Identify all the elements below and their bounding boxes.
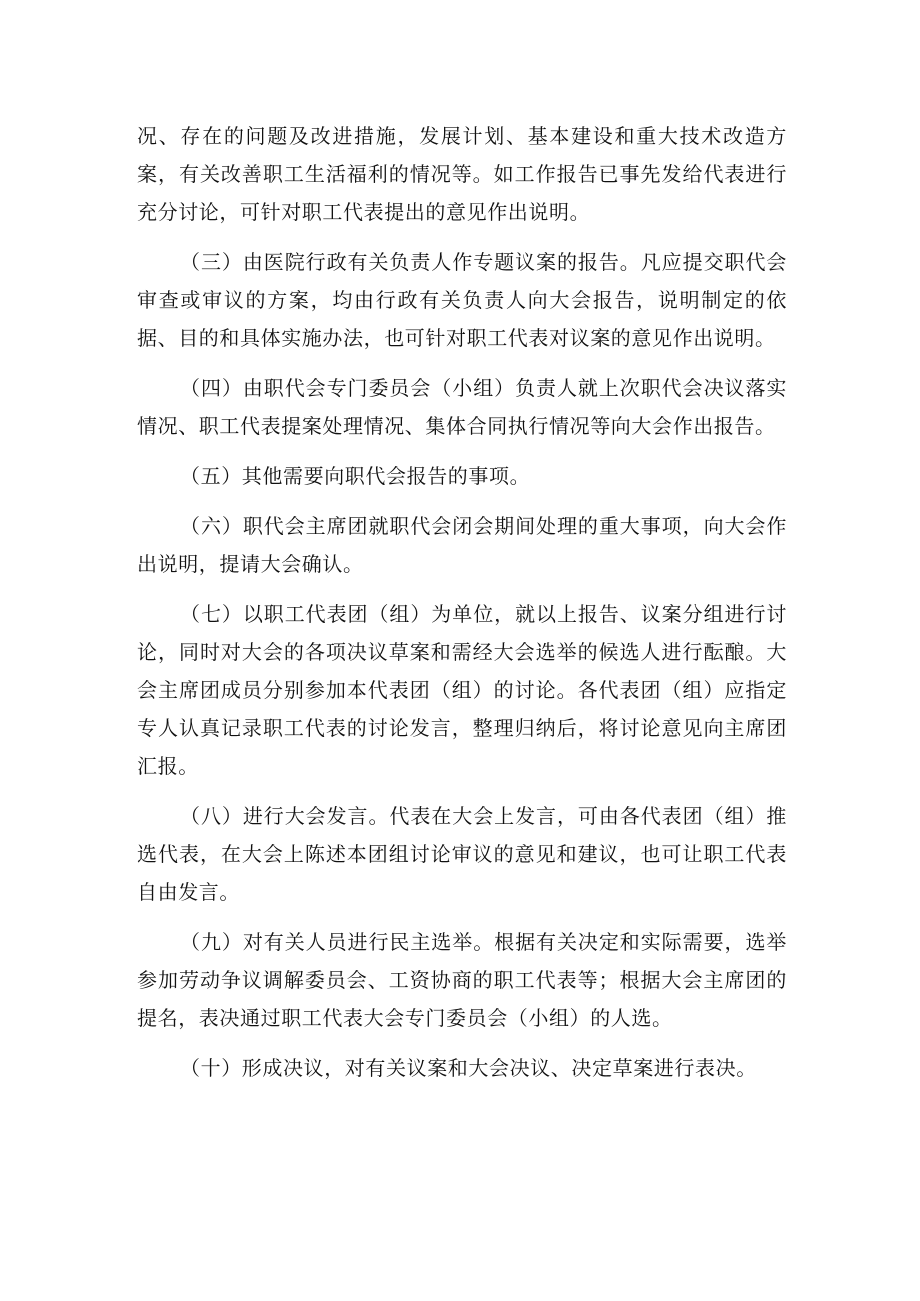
document-body — [137, 117, 787, 1099]
paragraph-item-7: （七）以职工代表团（组）为单位，就以上报告、议案分组进行讨论，同时对大会的各项决议草案和需经大会选举的候选人进行酝酿。大会主席团成员分别参加本代表团（组）的讨论。各代表团（组）应指定专人认真记录职工代表的讨论发言，整理归纳后，将讨论意见向主席团汇报。 — [137, 602, 787, 778]
paragraph-item-6: （六）职代会主席团就职代会闭会期间处理的重大事项，向大会作出说明，提请大会确认。 — [137, 514, 787, 576]
paragraph-item-3: （三）由医院行政有关负责人作专题议案的报告。凡应提交职代会审查或审议的方案，均由行政有关负责人向大会报告，说明制定的依据、目的和具体实施办法，也可针对职工代表对议案的意见作出说明。 — [137, 250, 787, 350]
paragraph-item-10: （十）形成决议，对有关议案和大会决议、决定草案进行表决。 — [180, 1056, 757, 1080]
paragraph-item-5: （五）其他需要向职代会报告的事项。 — [180, 464, 531, 488]
paragraph-continuation: 况、存在的问题及改进措施，发展计划、基本建设和重大技术改造方案，有关改善职工生活福利的情况等。如工作报告已事先发给代表进行充分讨论，可针对职工代表提出的意见作出说明。 — [137, 124, 787, 224]
paragraph-item-4: （四）由职代会专门委员会（小组）负责人就上次职代会决议落实情况、职工代表提案处理情况、集体合同执行情况等向大会作出报告。 — [137, 376, 787, 438]
paragraph-item-9: （九）对有关人员进行民主选举。根据有关决定和实际需要，选举参加劳动争议调解委员会、工资协商的职工代表等；根据大会主席团的提名，表决通过职工代表大会专门委员会（小组）的人选。 — [137, 930, 787, 1030]
paragraph-item-8: （八）进行大会发言。代表在大会上发言，可由各代表团（组）推选代表，在大会上陈述本团组讨论审议的意见和建议，也可让职工代表自由发言。 — [137, 804, 787, 904]
